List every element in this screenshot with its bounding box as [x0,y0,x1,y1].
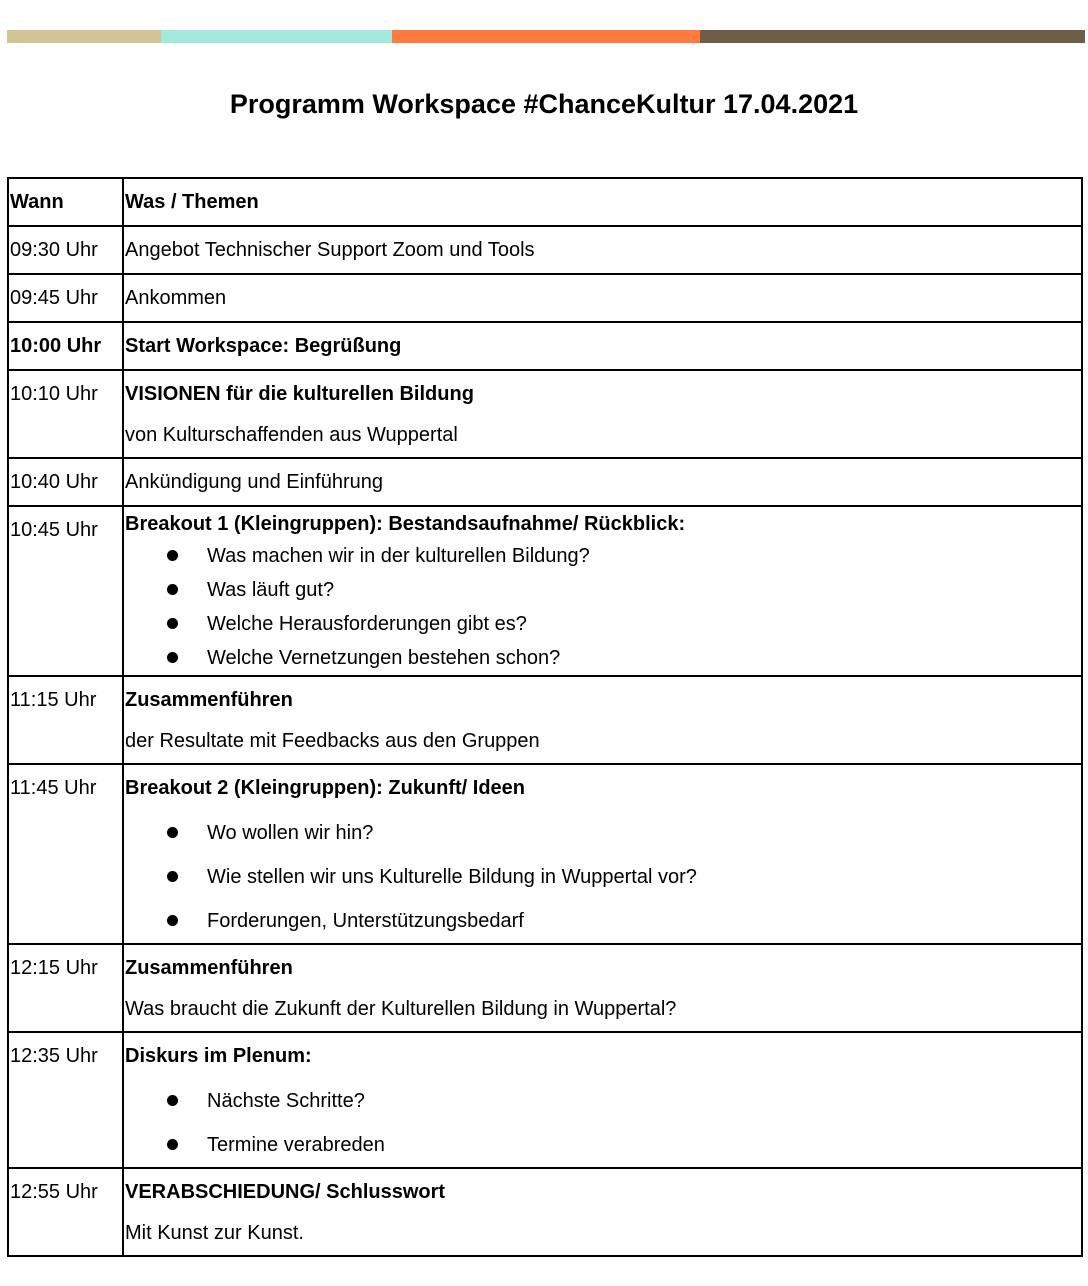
table-row [8,676,1082,764]
bullet-icon [167,550,178,561]
table-row [8,506,1082,676]
time: 09:30 Uhr [10,239,98,261]
time: 10:45 Uhr [10,519,98,541]
topic-title: Angebot Technischer Support Zoom und Tools [125,239,535,261]
time: 10:00 Uhr [10,335,102,357]
list-item [125,539,1081,573]
time-cell [8,458,123,506]
list-item [125,641,1081,675]
table-row [8,458,1082,506]
list-item-text: Welche Vernetzungen bestehen schon? [207,647,561,669]
time-cell [8,676,123,764]
bullet-list [125,811,1081,943]
table-row [8,1032,1082,1168]
topic-title: Zusammenführen [125,689,293,711]
color-bar-segment [700,30,1085,43]
time-cell [8,370,123,458]
topic-title: Diskurs im Plenum: [125,1045,312,1067]
time: 12:55 Uhr [10,1181,98,1203]
list-item-text: Termine verabreden [207,1134,385,1156]
time: 10:40 Uhr [10,471,98,493]
time-cell [8,322,123,370]
topic-title: VISIONEN für die kulturellen Bildung [125,383,474,405]
time: 12:15 Uhr [10,957,98,979]
topic-title: Ankommen [125,287,227,309]
list-item [125,811,1081,855]
time: 09:45 Uhr [10,287,98,309]
topic-title: VERABSCHIEDUNG/ Schlusswort [125,1181,446,1203]
bullet-icon [167,871,178,882]
topic-title: Breakout 2 (Kleingruppen): Zukunft/ Ideen [125,777,526,799]
topic-subtitle: Was braucht die Zukunft der Kulturellen Bildung in Wuppertal? [125,998,677,1020]
table-header-row [8,178,1082,226]
topic-title: Breakout 1 (Kleingruppen): Bestandsaufnahme/ Rückblick: [125,513,686,535]
topic-cell [123,1032,1082,1168]
time-cell [8,226,123,274]
time-cell [8,944,123,1032]
topic-cell [123,322,1082,370]
topic-cell [123,370,1082,458]
bullet-icon [167,652,178,663]
header-cell-when [8,178,123,226]
program-table [7,177,1083,1257]
list-item-text: Was machen wir in der kulturellen Bildung? [207,545,590,567]
time: 12:35 Uhr [10,1045,98,1067]
list-item [125,899,1081,943]
bullet-icon [167,827,178,838]
topic-cell [123,676,1082,764]
header-cell-what [123,178,1082,226]
list-item-text: Nächste Schritte? [207,1090,365,1112]
table-row [8,764,1082,944]
topic-cell [123,274,1082,322]
time: 11:15 Uhr [10,689,97,711]
list-item [125,573,1081,607]
topic-title: Start Workspace: Begrüßung [125,335,402,357]
time-cell [8,506,123,676]
color-bar [7,30,1085,43]
time: 11:45 Uhr [10,777,97,799]
list-item [125,855,1081,899]
time-cell [8,764,123,944]
list-item-text: Welche Herausforderungen gibt es? [207,613,527,635]
time: 10:10 Uhr [10,383,98,405]
time-cell [8,274,123,322]
list-item [125,607,1081,641]
time-cell [8,1032,123,1168]
bullet-list [125,539,1081,675]
header-what: Was / Themen [125,191,259,213]
table-row [8,1168,1082,1256]
color-bar-segment [161,30,392,43]
list-item-text: Forderungen, Unterstützungsbedarf [207,910,524,932]
header-when: Wann [10,191,64,213]
topic-cell [123,226,1082,274]
table-row [8,322,1082,370]
page-title: Programm Workspace #ChanceKultur 17.04.2021 [229,89,859,119]
bullet-icon [167,584,178,595]
topic-subtitle: Mit Kunst zur Kunst. [125,1222,304,1244]
topic-cell [123,458,1082,506]
topic-cell [123,764,1082,944]
list-item-text: Was läuft gut? [207,579,335,601]
topic-subtitle: der Resultate mit Feedbacks aus den Gruppen [125,730,540,752]
table-row [8,944,1082,1032]
topic-title: Ankündigung und Einführung [125,471,383,493]
bullet-icon [167,915,178,926]
time-cell [8,1168,123,1256]
list-item [125,1123,1081,1167]
bullet-icon [167,618,178,629]
color-bar-segment [7,30,161,43]
table-row [8,274,1082,322]
table-row [8,370,1082,458]
bullet-icon [167,1139,178,1150]
color-bar-segment [392,30,700,43]
topic-cell [123,506,1082,676]
topic-subtitle: von Kulturschaffenden aus Wuppertal [125,424,458,446]
bullet-icon [167,1095,178,1106]
table-row [8,226,1082,274]
topic-cell [123,944,1082,1032]
topic-cell [123,1168,1082,1256]
list-item [125,1079,1081,1123]
list-item-text: Wo wollen wir hin? [207,822,374,844]
list-item-text: Wie stellen wir uns Kulturelle Bildung in Wuppertal vor? [207,866,697,888]
bullet-list [125,1079,1081,1167]
topic-title: Zusammenführen [125,957,293,979]
